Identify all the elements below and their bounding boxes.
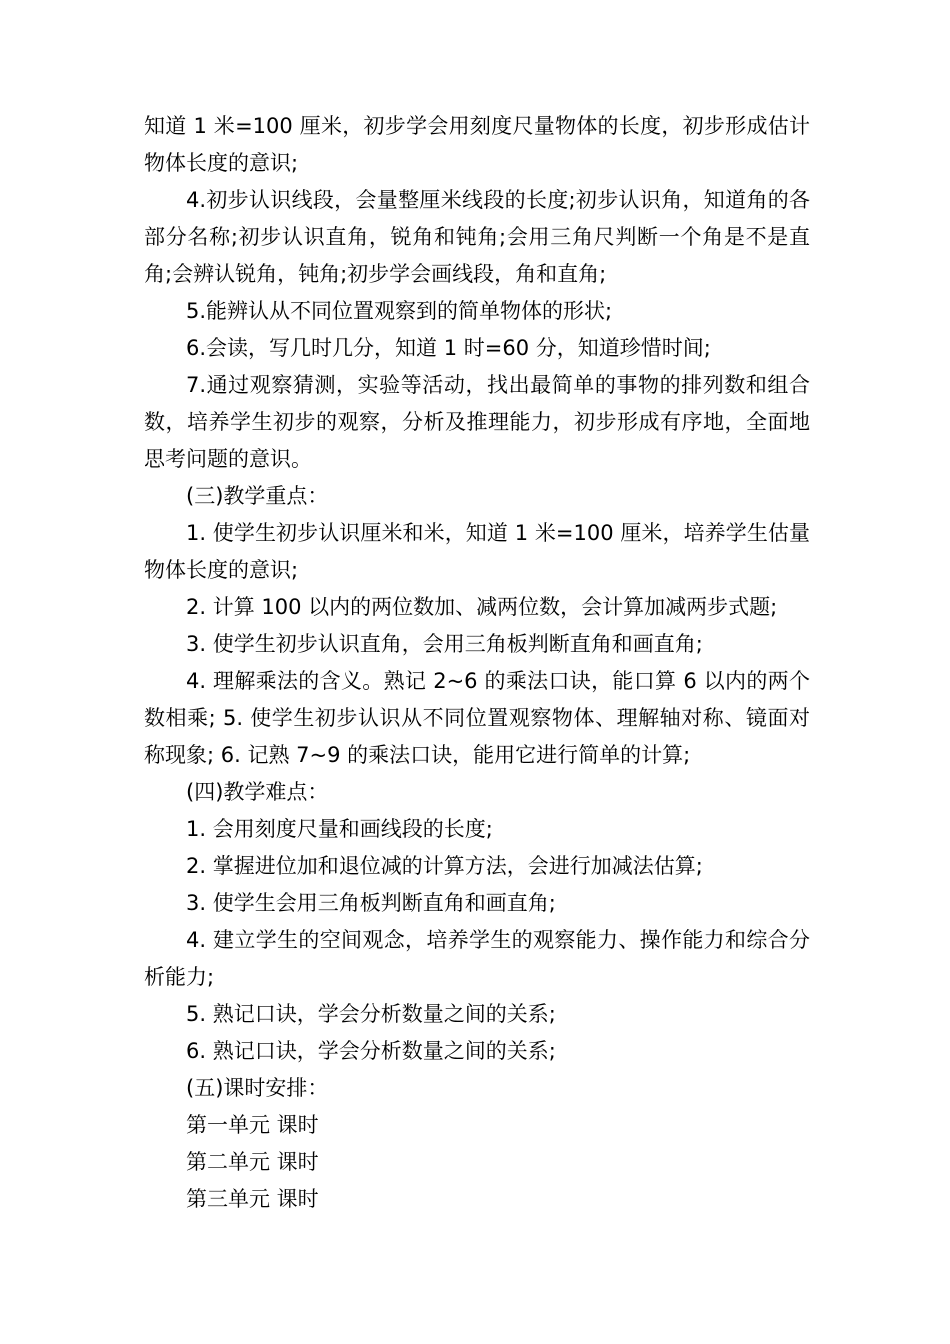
difficult-point-4: 4. 建立学生的空间观念，培养学生的观察能力、操作能力和综合分析能力; [144,928,810,989]
difficult-point-3: 3. 使学生会用三角板判断直角和画直角; [186,891,556,915]
paragraph-objective-5: 5.能辨认从不同位置观察到的简单物体的形状; [186,299,613,323]
document-page [144,108,810,1218]
paragraph-length-intro: 知道 1 米=100 厘米，初步学会用刻度尺量物体的长度，初步形成估计物体长度的意识; [144,114,810,175]
difficult-point-1: 1. 会用刻度尺量和画线段的长度; [186,817,493,841]
schedule-unit-2: 第二单元 课时 [186,1150,319,1174]
paragraph-objective-6: 6.会读，写几时几分，知道 1 时=60 分，知道珍惜时间; [186,336,711,360]
key-point-2: 2. 计算 100 以内的两位数加、减两位数，会计算加减两步式题; [186,595,778,619]
paragraph-objective-4: 4.初步认识线段，会量整厘米线段的长度;初步认识角，知道角的各部分名称;初步认识直角，锐角和钝角;会用三角尺判断一个角是不是直角;会辨认锐角，钝角;初步学会画线段，角和直角; [144,188,810,286]
key-point-1: 1. 使学生初步认识厘米和米，知道 1 米=100 厘米，培养学生估量物体长度的意识; [144,521,810,582]
difficult-point-2: 2. 掌握进位加和退位减的计算方法，会进行加减法估算; [186,854,703,878]
heading-difficult-points: (四)教学难点： [186,780,329,804]
difficult-point-5: 5. 熟记口诀，学会分析数量之间的关系; [186,1002,556,1026]
schedule-unit-3: 第三单元 课时 [186,1187,319,1211]
key-point-3: 3. 使学生初步认识直角，会用三角板判断直角和画直角; [186,632,703,656]
key-point-4-6: 4. 理解乘法的含义。熟记 2~6 的乘法口诀，能口算 6 以内的两个数相乘; 5. 使学生初步认识从不同位置观察物体、理解轴对称、镜面对称现象; 6. 记熟 7~9 的乘法口诀，能用它进行简单的计算; [144,669,810,767]
difficult-point-6: 6. 熟记口诀，学会分析数量之间的关系; [186,1039,556,1063]
heading-schedule: (五)课时安排： [186,1076,329,1100]
schedule-unit-1: 第一单元 课时 [186,1113,319,1137]
heading-key-points: (三)教学重点： [186,484,329,508]
paragraph-objective-7: 7.通过观察猜测，实验等活动，找出最简单的事物的排列数和组合数，培养学生初步的观察，分析及推理能力，初步形成有序地，全面地思考问题的意识。 [144,373,810,471]
